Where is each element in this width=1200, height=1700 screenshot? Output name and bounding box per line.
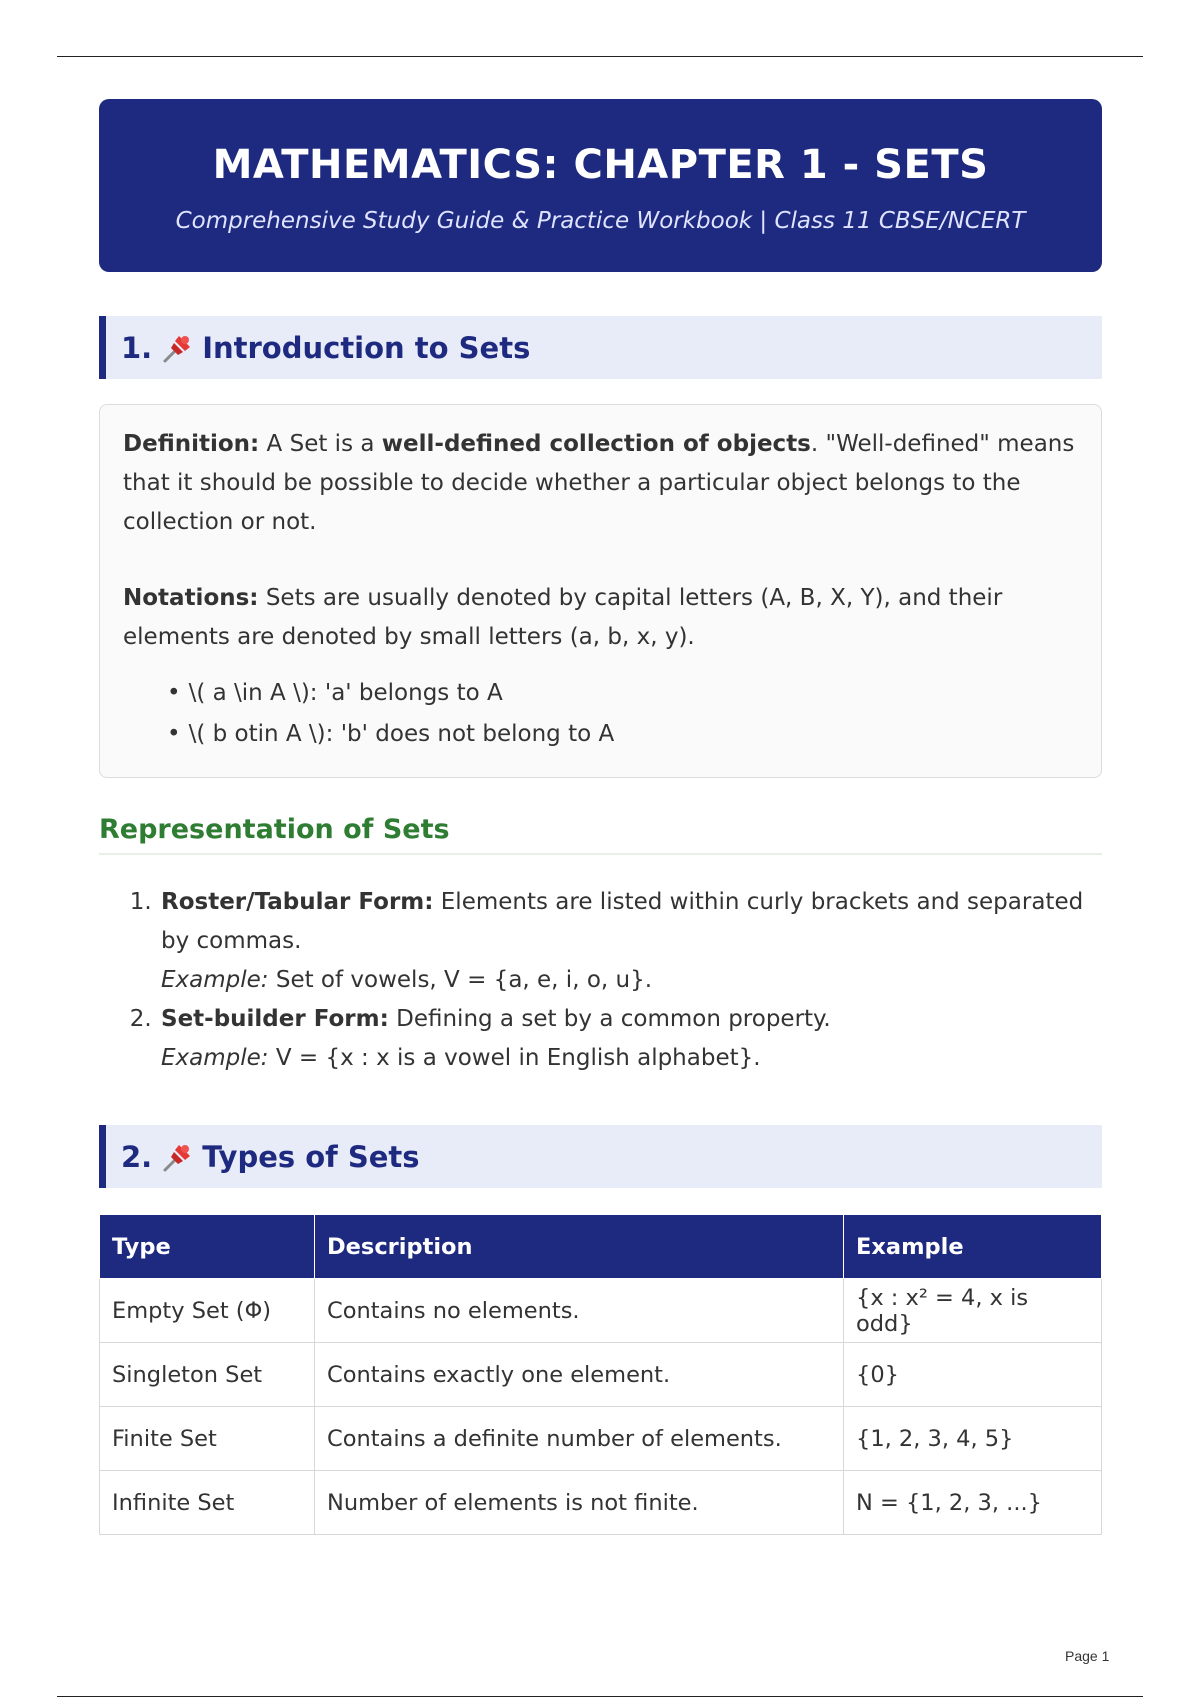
table-cell: {x : x² = 4, x is odd} (844, 1279, 1102, 1343)
section-heading-introduction (99, 316, 1102, 379)
table-cell: Finite Set (100, 1407, 315, 1471)
table-cell: Empty Set (Φ) (100, 1279, 315, 1343)
section-title: Types of Sets (202, 1139, 420, 1174)
table-row (100, 1343, 1102, 1407)
page-content (99, 99, 1102, 1535)
section-number: 2. (121, 1139, 153, 1174)
top-rule (57, 56, 1143, 57)
notations-label: Notations: (123, 585, 259, 611)
bottom-rule (57, 1696, 1143, 1697)
table-cell: Contains no elements. (315, 1279, 844, 1343)
definition-emphasis: well-defined collection of objects (381, 431, 811, 457)
page-number: Page 1 (1065, 1648, 1110, 1664)
list-item: • \( b otin A \): 'b' does not belong to A (167, 714, 1079, 755)
definition-text-rest: . "Well-defined" means that it should be possible to decide whether a particular object belongs to the collection or not. (123, 431, 1075, 535)
table-cell: Singleton Set (100, 1343, 315, 1407)
types-of-sets-table (99, 1214, 1102, 1535)
table-row (100, 1471, 1102, 1535)
table-row (100, 1279, 1102, 1343)
definition-box (99, 404, 1102, 778)
pushpin-icon (160, 1139, 196, 1175)
notation-list (123, 673, 1079, 755)
notations-paragraph (123, 579, 1079, 657)
page-subtitle: Comprehensive Study Guide & Practice Workbook | Class 11 CBSE/NCERT (175, 207, 1026, 234)
item-text: Elements are listed within curly brackets and separated by commas. (161, 889, 1084, 954)
definition-label: Definition: (123, 431, 260, 457)
table-cell: {0} (844, 1343, 1102, 1407)
representation-list (99, 883, 1102, 1078)
section-title: Introduction to Sets (202, 330, 531, 365)
list-item (159, 1000, 1102, 1078)
example-text: Set of vowels, V = {a, e, i, o, u}. (268, 967, 653, 993)
list-item (159, 883, 1102, 1000)
list-item: • \( a \in A \): 'a' belongs to A (167, 673, 1079, 714)
header-banner (99, 99, 1102, 272)
table-cell: Infinite Set (100, 1471, 315, 1535)
item-text: Defining a set by a common property. (388, 1006, 831, 1032)
subsection-heading-representation: Representation of Sets (99, 814, 1102, 855)
table-header-row (100, 1215, 1102, 1279)
table-cell: Number of elements is not finite. (315, 1471, 844, 1535)
example-label: Example: (161, 967, 269, 993)
example-text: V = {x : x is a vowel in English alphabet}. (268, 1045, 761, 1071)
definition-paragraph (123, 425, 1079, 542)
table-cell: Contains a definite number of elements. (315, 1407, 844, 1471)
item-label: Roster/Tabular Form: (161, 889, 434, 915)
table-row (100, 1407, 1102, 1471)
item-label: Set-builder Form: (161, 1006, 389, 1032)
column-header-type: Type (100, 1215, 315, 1279)
section-heading-types (99, 1125, 1102, 1188)
section-number: 1. (121, 330, 153, 365)
notations-text: Sets are usually denoted by capital letters (A, B, X, Y), and their elements are denoted by small letters (a, b, x, y). (123, 585, 1003, 650)
column-header-example: Example (844, 1215, 1102, 1279)
page-title: MATHEMATICS: CHAPTER 1 - SETS (212, 141, 989, 188)
table-cell: Contains exactly one element. (315, 1343, 844, 1407)
table-cell: {1, 2, 3, 4, 5} (844, 1407, 1102, 1471)
table-cell: N = {1, 2, 3, ...} (844, 1471, 1102, 1535)
column-header-description: Description (315, 1215, 844, 1279)
spacer (123, 542, 1079, 579)
pushpin-icon (160, 330, 196, 366)
example-label: Example: (161, 1045, 269, 1071)
definition-text: A Set is a (259, 431, 382, 457)
